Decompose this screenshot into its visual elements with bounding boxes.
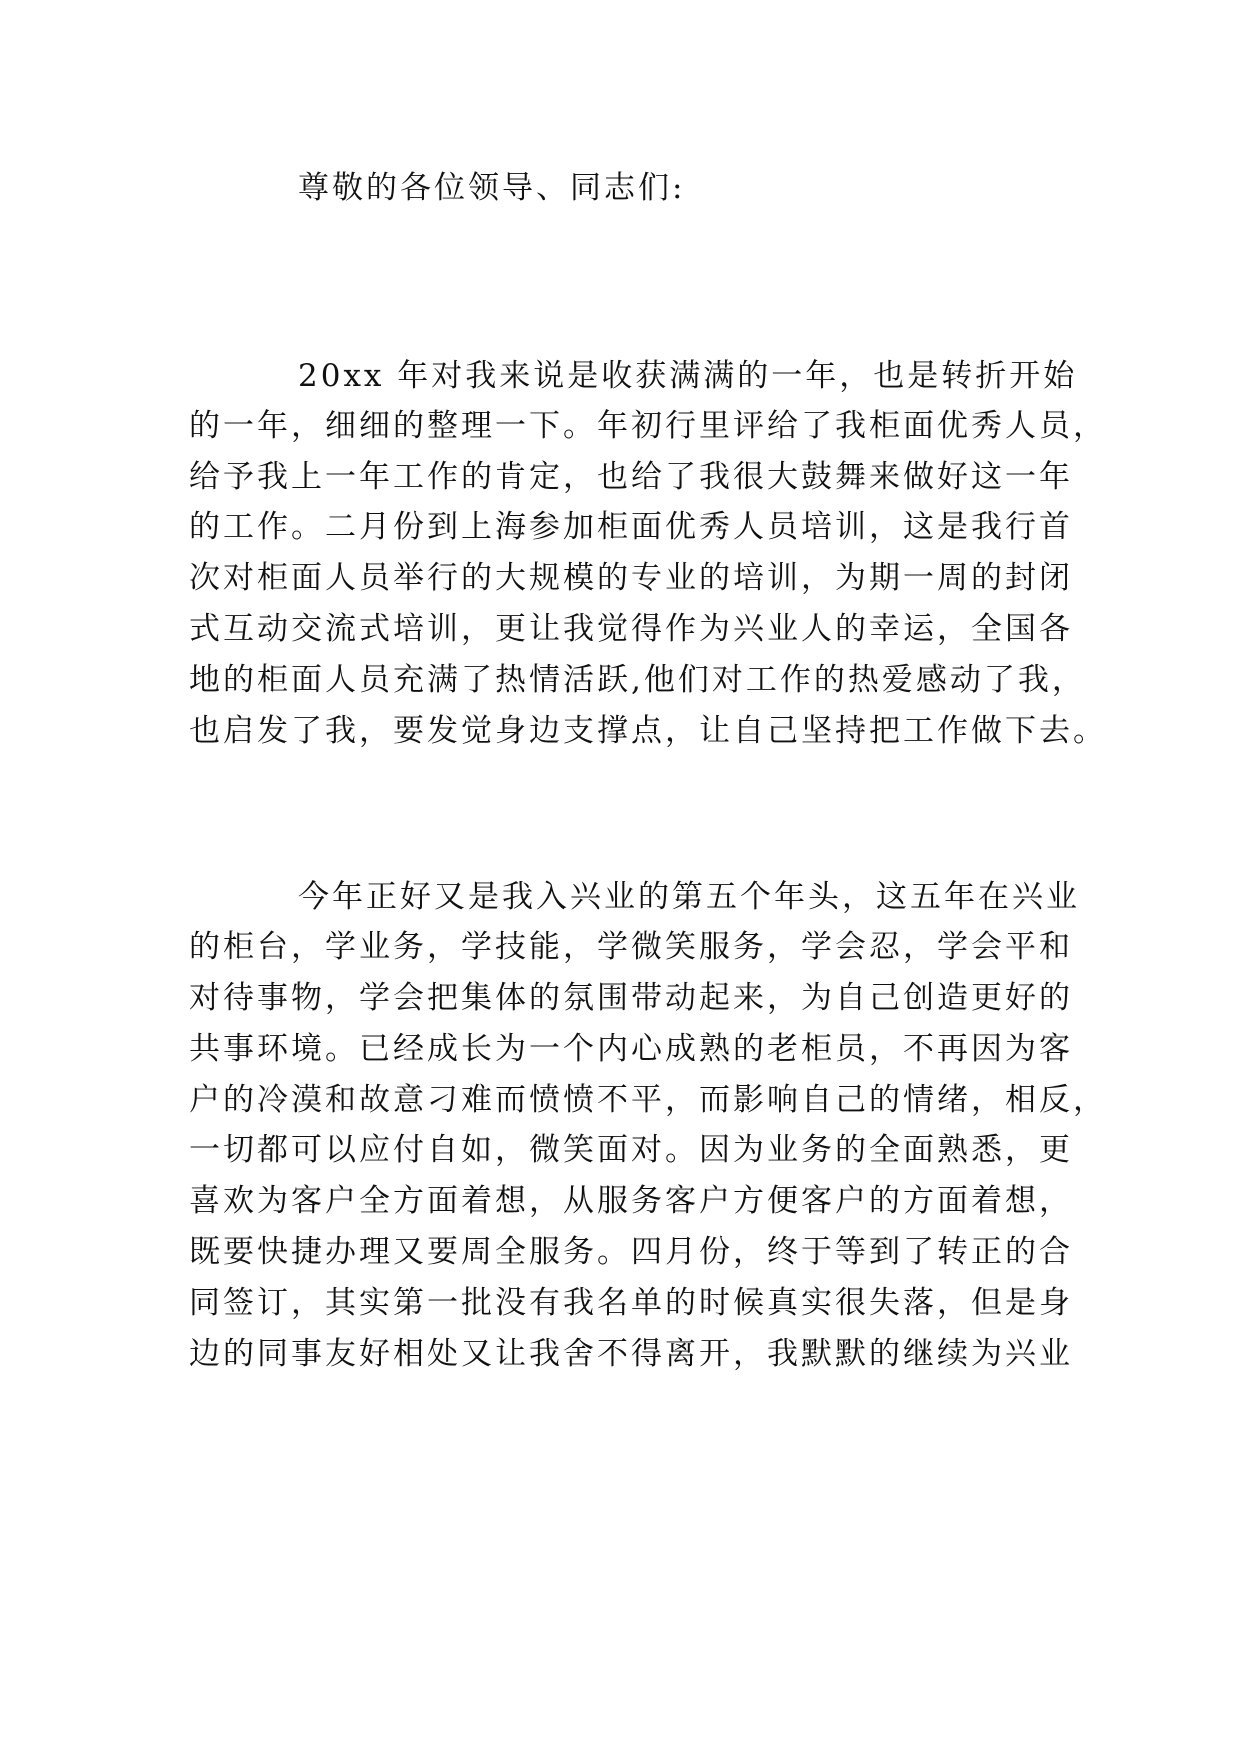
paragraph-1-line-4: 的工作。二月份到上海参加柜面优秀人员培训，这是我行首 <box>189 509 1073 545</box>
paragraph-2-line-3: 对待事物，学会把集体的氛围带动起来，为自己创造更好的 <box>189 980 1073 1016</box>
paragraph-1-line-7: 地的柜面人员充满了热情活跃,他们对工作的热爱感动了我， <box>189 662 1086 698</box>
paragraph-1-line-2: 的一年，细细的整理一下。年初行里评给了我柜面优秀人员， <box>189 408 1107 444</box>
paragraph-2-line-10: 边的同事友好相处又让我舍不得离开，我默默的继续为兴业 <box>189 1336 1073 1372</box>
paragraph-2-line-9: 同签订，其实第一批没有我名单的时候真实很失落，但是身 <box>189 1285 1073 1321</box>
paragraph-2-line-5: 户的冷漠和故意刁难而愤愤不平，而影响自己的情绪，相反， <box>189 1082 1107 1118</box>
paragraph-1-line-5: 次对柜面人员举行的大规模的专业的培训，为期一周的封闭 <box>189 560 1073 596</box>
paragraph-2-line-2: 的柜台，学业务，学技能，学微笑服务，学会忍，学会平和 <box>189 929 1073 965</box>
paragraph-2-line-4: 共事环境。已经成长为一个内心成熟的老柜员，不再因为客 <box>189 1031 1073 1067</box>
salutation: 尊敬的各位领导、同志们: <box>298 170 686 206</box>
paragraph-2-line-1: 今年正好又是我入兴业的第五个年头，这五年在兴业 <box>298 879 1080 915</box>
paragraph-2-line-8: 既要快捷办理又要周全服务。四月份，终于等到了转正的合 <box>189 1234 1073 1270</box>
paragraph-1-line-1: 20xx 年对我来说是收获满满的一年，也是转折开始 <box>298 358 1078 394</box>
paragraph-2-line-7: 喜欢为客户全方面着想，从服务客户方便客户的方面着想， <box>189 1183 1073 1219</box>
paragraph-2-line-6: 一切都可以应付自如，微笑面对。因为业务的全面熟悉，更 <box>189 1132 1073 1168</box>
paragraph-1-line-6: 式互动交流式培训，更让我觉得作为兴业人的幸运，全国各 <box>189 611 1073 647</box>
paragraph-1-line-3: 给予我上一年工作的肯定，也给了我很大鼓舞来做好这一年 <box>189 459 1073 495</box>
paragraph-1-line-8: 也启发了我，要发觉身边支撑点，让自己坚持把工作做下去。 <box>189 713 1107 749</box>
